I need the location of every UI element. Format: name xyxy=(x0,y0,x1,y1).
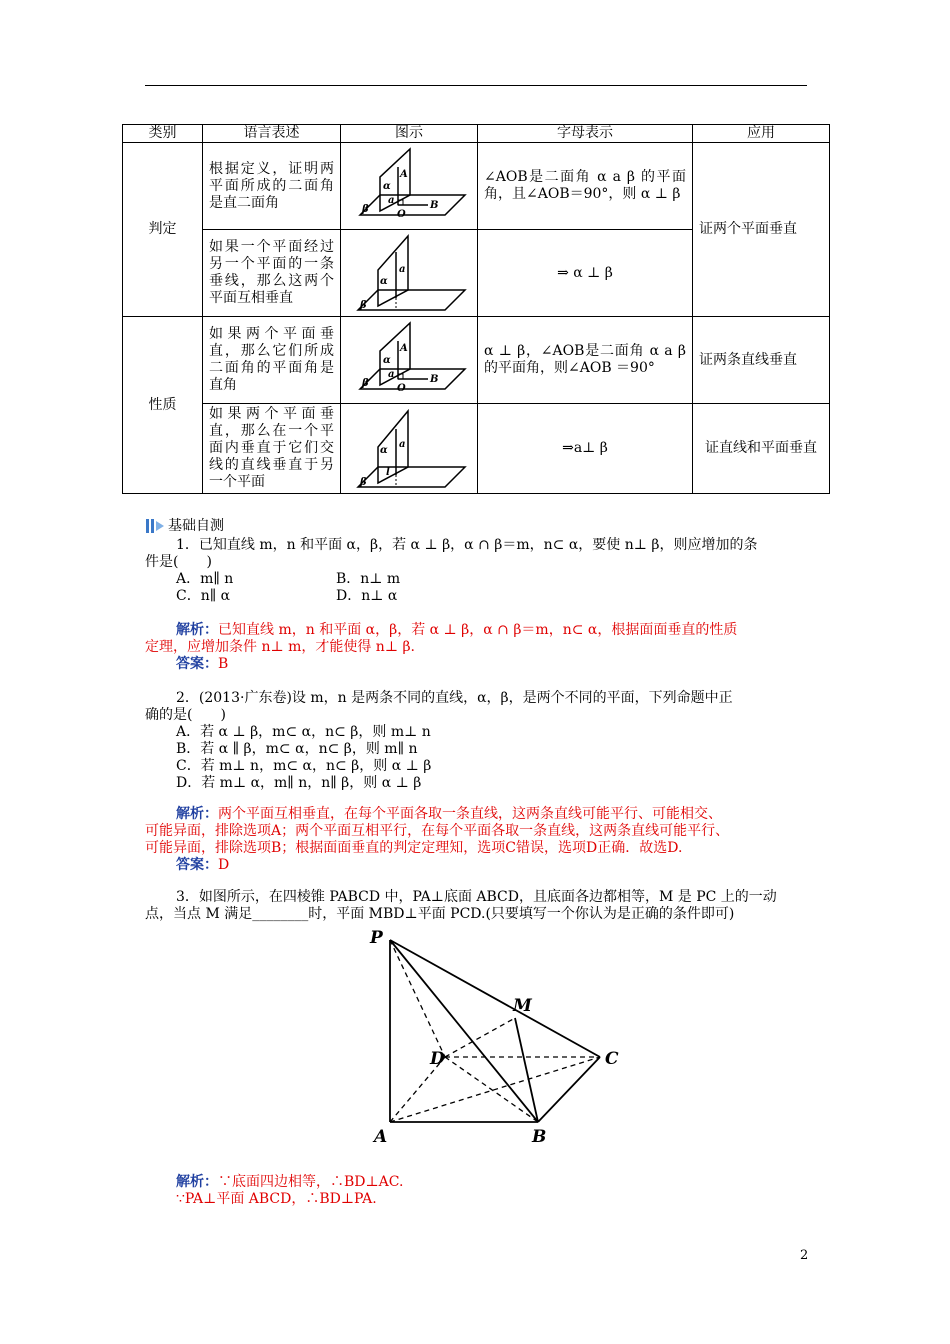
diagram-label: B xyxy=(430,374,439,385)
q2-analysis-line2: 可能异面，排除选项A；两个平面互相平行，在每个平面各取一条直线，这两条直线可能平行、 xyxy=(145,823,730,839)
diagram-label: a xyxy=(399,438,406,450)
diagram-label: α xyxy=(383,181,391,192)
plane-perpendicular-diagram xyxy=(350,232,468,314)
diagram-label: l xyxy=(386,466,390,478)
diagram-cell xyxy=(341,317,478,404)
diagram-label: β xyxy=(360,476,367,488)
diagram-label: α xyxy=(380,276,388,287)
q1-option-b: B．n⊥ m xyxy=(336,571,401,587)
letters-cell: ∠AOB是二面角 α a β 的平面角，且∠AOB＝90°，则 α ⊥ β xyxy=(478,143,693,230)
answer-label: 答案： xyxy=(176,656,218,672)
letters-cell: α ⊥ β，∠AOB是二面角 α a β 的平面角，则∠AOB ＝90° xyxy=(478,317,693,404)
diagram-label: O xyxy=(397,383,406,394)
table-row xyxy=(123,317,830,404)
diagram-cell xyxy=(341,143,478,230)
vertex-label-c: C xyxy=(605,1049,619,1069)
diagram-label: a xyxy=(388,195,395,206)
q2-answer: D xyxy=(218,857,230,873)
table-row xyxy=(123,404,830,494)
diagram-label: a xyxy=(399,264,406,275)
diagram-label: β xyxy=(362,378,369,389)
q1-option-d: D．n⊥ α xyxy=(336,588,398,604)
q2-stem-line2: 确的是( ) xyxy=(145,707,226,723)
section-title: 基础自测 xyxy=(168,518,224,534)
header-cell: 类别 xyxy=(123,125,203,143)
diagram-label: α xyxy=(383,355,391,366)
diagram-label: B xyxy=(430,200,439,211)
diagram-label: α xyxy=(380,444,388,456)
letters-cell: ⇒ α ⊥ β xyxy=(478,230,693,317)
q2-analysis-line1: 两个平面互相垂直，在每个平面各取一条直线，这两条直线可能平行、可能相交、 xyxy=(218,806,722,822)
diagram-cell xyxy=(341,230,478,317)
q1-analysis-line1: 已知直线 m，n 和平面 α，β，若 α ⊥ β，α ∩ β＝m，n⊂ α，根据面面垂直的性质 xyxy=(218,622,738,638)
statement-cell: 根据定义，证明两平面所成的二面角是直二面角 xyxy=(203,143,341,230)
table-header-row xyxy=(123,125,830,143)
q1-option-c: C．n∥ α xyxy=(176,588,231,604)
q2-option-c: C．若 m⊥ n，m⊂ α，n⊂ β，则 α ⊥ β xyxy=(176,758,432,774)
q2-stem-line1: 2．(2013·广东卷)设 m，n 是两条不同的直线，α，β，是两个不同的平面，下列命题中正 xyxy=(176,690,733,706)
q1-analysis-line2: 定理，应增加条件 n⊥ m，才能使得 n⊥ β. xyxy=(145,639,415,655)
q3-stem-line2: 点，当点 M 满足________时，平面 MBD⊥平面 PCD.(只要填写一个你认为是正确的条件即可) xyxy=(145,906,735,922)
q1-answer: B xyxy=(218,656,229,672)
q2-option-b: B．若 α ∥ β，m⊂ α，n⊂ β，则 m∥ n xyxy=(176,741,418,757)
header-cell: 字母表示 xyxy=(478,125,693,143)
category-cell: 性质 xyxy=(123,317,203,494)
vertex-label-b: B xyxy=(532,1127,547,1147)
application-cell: 证两个平面垂直 xyxy=(693,143,830,317)
category-cell: 判定 xyxy=(123,143,203,317)
q2-option-d: D．若 m⊥ α，m∥ n，n∥ β，则 α ⊥ β xyxy=(176,775,422,791)
table-row xyxy=(123,143,830,230)
analysis-label: 解析： xyxy=(176,806,218,822)
q1-stem-line1: 1．已知直线 m，n 和平面 α，β，若 α ⊥ β，α ∩ β＝m，n⊂ α，要使 n⊥ β，则应增加的条 xyxy=(176,537,758,553)
q1-option-a: A．m∥ n xyxy=(176,571,234,587)
q3-stem-line1: 3．如图所示，在四棱锥 PABCD 中，PA⊥底面 ABCD，且底面各边都相等，M 是 PC 上的一动 xyxy=(176,889,777,905)
header-cell: 图示 xyxy=(341,125,478,143)
application-cell: 证直线和平面垂直 xyxy=(693,404,830,494)
vertex-label-p: P xyxy=(370,928,383,948)
diagram-label: β xyxy=(362,204,369,215)
application-cell: 证两条直线垂直 xyxy=(693,317,830,404)
section-marker-icon xyxy=(146,518,166,534)
vertex-label-m: M xyxy=(513,996,532,1016)
diagram-label: A xyxy=(400,343,408,354)
q2-option-a: A．若 α ⊥ β，m⊂ α，n⊂ β，则 m⊥ n xyxy=(176,724,431,740)
header-cell: 应用 xyxy=(693,125,830,143)
analysis-label: 解析： xyxy=(176,622,218,638)
dihedral-angle-diagram xyxy=(350,147,468,225)
answer-label: 答案： xyxy=(176,857,218,873)
q1-stem-line2: 件是( ) xyxy=(145,554,212,570)
vertex-label-d: D xyxy=(430,1049,445,1069)
header-cell: 语言表述 xyxy=(203,125,341,143)
q3-analysis-line2: ∵PA⊥平面 ABCD，∴BD⊥PA. xyxy=(176,1191,377,1207)
diagram-cell xyxy=(341,404,478,494)
summary-table xyxy=(122,124,830,494)
statement-cell: 如果一个平面经过另一个平面的一条垂线，那么这两个平面互相垂直 xyxy=(203,230,341,317)
header-rule xyxy=(145,85,807,86)
vertex-label-a: A xyxy=(374,1127,388,1147)
dihedral-angle-diagram xyxy=(350,321,468,399)
q2-analysis-line3: 可能异面，排除选项B；根据面面垂直的判定定理知，选项C错误，选项D正确．故选D. xyxy=(145,840,683,856)
diagram-label: a xyxy=(388,369,395,380)
diagram-label: A xyxy=(400,169,408,180)
analysis-label: 解析： xyxy=(176,1174,218,1190)
page-number: 2 xyxy=(800,1248,809,1263)
letters-cell: ⇒a⊥ β xyxy=(478,404,693,494)
plane-perpendicular-diagram xyxy=(350,407,468,491)
statement-cell: 如果两个平面垂直，那么在一个平面内垂直于它们交线的直线垂直于另一个平面 xyxy=(203,404,341,494)
diagram-label: β xyxy=(360,300,367,311)
statement-cell: 如果两个平面垂直，那么它们所成二面角的平面角是直角 xyxy=(203,317,341,404)
pyramid-diagram xyxy=(360,925,630,1150)
q3-analysis-line1: ∵底面四边相等，∴BD⊥AC. xyxy=(218,1174,404,1190)
diagram-label: O xyxy=(397,209,406,220)
